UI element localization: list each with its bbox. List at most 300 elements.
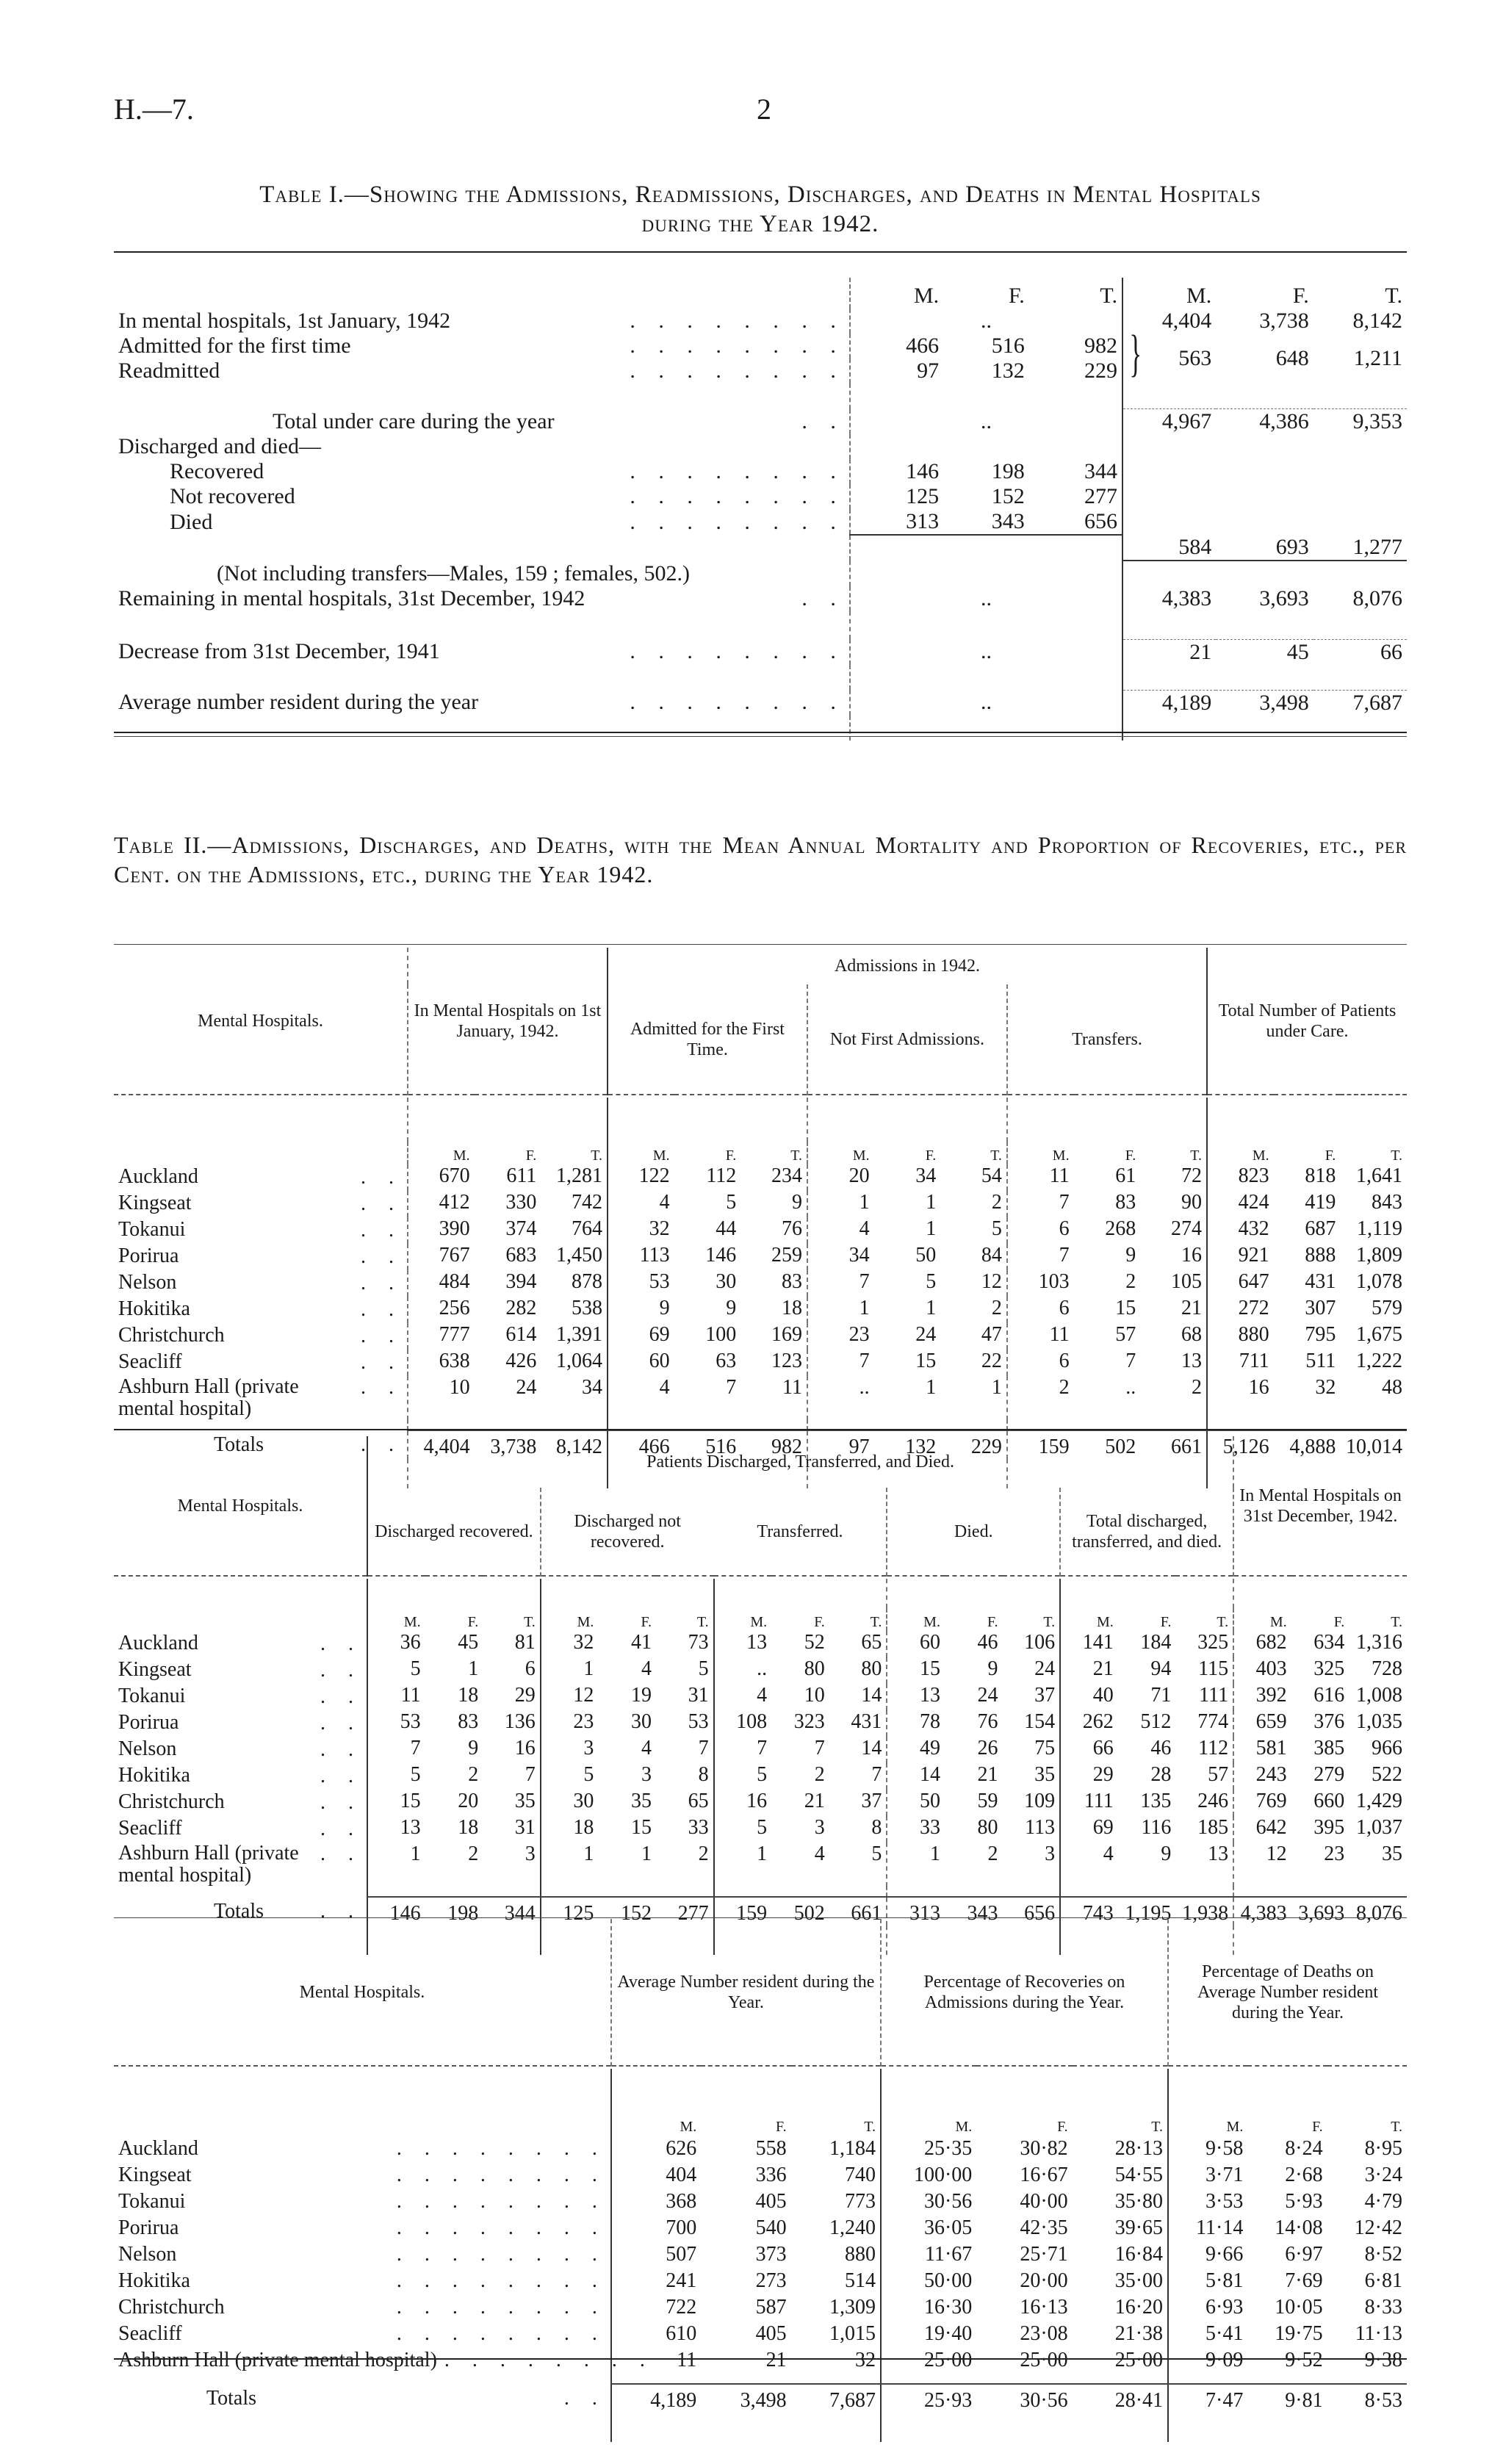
cell: 26 xyxy=(977,1737,998,1759)
cell: 579 xyxy=(1372,1297,1402,1319)
row-label-wrap xyxy=(118,1765,362,1788)
rule-cell xyxy=(1233,1887,1291,1897)
cell: 159 xyxy=(714,1897,772,1926)
cell: 2 xyxy=(468,1763,479,1786)
rule-cell xyxy=(425,1887,483,1897)
cell: 626 xyxy=(611,2136,701,2162)
cell: 23 xyxy=(1324,1842,1345,1865)
cell: 73 xyxy=(688,1631,709,1654)
table2-title: Table II.—Admissions, Discharges, and Deaths, with the Mean Annual Mortality and Proportion of Recoveries, etc., per Cent. on the Admissions, etc., during the Year 1942. xyxy=(114,832,1407,887)
rule-cell xyxy=(771,1887,829,1897)
cell: 23 xyxy=(541,1710,599,1737)
col-m: M. xyxy=(408,1142,475,1164)
cell: 711 xyxy=(1207,1350,1274,1376)
hospital-name-cell xyxy=(114,2215,611,2241)
cell: 431 xyxy=(851,1710,882,1733)
col-f: F. xyxy=(1325,1148,1336,1164)
cell: 431 xyxy=(1305,1270,1336,1293)
cell: 3,693 xyxy=(1298,1902,1345,1925)
cell: .. xyxy=(980,408,992,433)
leader-dots: . . xyxy=(320,1818,363,1840)
hospital-header: Mental Hospitals. xyxy=(177,1496,303,1516)
rule-cell xyxy=(881,2374,976,2384)
col-m: M. xyxy=(1060,1608,1118,1631)
cell: 9 xyxy=(608,1297,674,1323)
discharged-group-header: Patients Discharged, Transferred, and Died. xyxy=(367,1436,1233,1488)
cell: 514 xyxy=(844,2269,876,2292)
cell: 13 xyxy=(1181,1350,1202,1372)
part1-top-rule xyxy=(114,944,1407,945)
cell: 15 xyxy=(887,1657,945,1684)
cell: 30·82 xyxy=(1020,2137,1068,2160)
cell: 5,126 xyxy=(1207,1430,1274,1459)
spacer xyxy=(807,1098,874,1142)
cell: 262 xyxy=(1060,1710,1118,1737)
leader-dots: . . . . . . . . xyxy=(396,2269,606,2292)
cell: 1,450 xyxy=(555,1244,602,1267)
row-label-wrap xyxy=(118,2137,606,2161)
cell: 6 xyxy=(1007,1217,1074,1244)
cell: 116 xyxy=(1141,1816,1172,1839)
cell: 1,309 xyxy=(829,2296,876,2319)
hospital-name: Tokanui xyxy=(118,2190,186,2213)
cell: 1,184 xyxy=(829,2137,876,2160)
cell: 11·67 xyxy=(881,2241,976,2268)
table-row xyxy=(114,1217,1407,1244)
row-label-wrap xyxy=(118,1791,362,1815)
cell: 8,076 xyxy=(1352,586,1402,610)
cell: 6·81 xyxy=(1364,2269,1402,2292)
col-m: M. xyxy=(881,2113,976,2136)
cell: 8 xyxy=(871,1816,882,1839)
rule-cell xyxy=(656,1887,714,1897)
col-t: T. xyxy=(1391,1148,1402,1164)
table-row xyxy=(114,2294,1407,2321)
cell: 11 xyxy=(1007,1323,1074,1350)
spacer xyxy=(701,2069,790,2113)
cell: 49 xyxy=(887,1737,945,1763)
cell: 648 xyxy=(1275,346,1309,370)
leader-dots: . . xyxy=(801,586,845,610)
spacer xyxy=(881,2413,976,2442)
rule-cell xyxy=(976,2374,1072,2384)
cell: 25·00 xyxy=(1114,2349,1164,2371)
cell: 146 xyxy=(850,459,943,484)
cell: 823 xyxy=(1207,1164,1274,1191)
part3-top-rule xyxy=(114,1917,1407,1918)
cell: 11·14 xyxy=(1168,2215,1247,2241)
cell: 8·95 xyxy=(1364,2137,1402,2160)
cell: 103 xyxy=(1007,1270,1074,1297)
row-label-wrap xyxy=(118,1245,403,1269)
page-code: H.—7. xyxy=(114,93,194,126)
cell: 325 xyxy=(1197,1631,1229,1654)
cell: 1,037 xyxy=(1356,1816,1402,1839)
row-label-wrap xyxy=(118,1632,362,1656)
spacer xyxy=(1140,1098,1207,1142)
cell: 343 xyxy=(967,1902,998,1925)
blank xyxy=(114,2113,611,2136)
leader-dots: . . xyxy=(801,408,845,433)
table-row xyxy=(114,1737,1407,1763)
cell: 540 xyxy=(755,2216,787,2239)
cell: 5 xyxy=(926,1270,937,1293)
total-header: Total Number of Patients under Care. xyxy=(1207,948,1407,1095)
col-f: F. xyxy=(1292,284,1309,308)
cell: 90 xyxy=(1181,1191,1202,1214)
hospital-name: Totals xyxy=(214,1433,264,1456)
blank xyxy=(114,1887,367,1897)
cell: 4 xyxy=(641,1737,652,1759)
cell: 15 xyxy=(367,1790,425,1816)
row-label: In mental hospitals, 1st January, 1942 xyxy=(118,309,451,333)
cell: 1 xyxy=(887,1842,945,1887)
cell: 37 xyxy=(861,1790,882,1812)
cell: 18 xyxy=(781,1297,802,1319)
spacer xyxy=(475,1098,541,1142)
part3-bottom-rule xyxy=(114,2358,1407,2360)
cell: 368 xyxy=(611,2189,701,2215)
hospital-name-cell xyxy=(114,2268,611,2294)
hospital-name: Auckland xyxy=(118,1632,198,1654)
cell: 4 xyxy=(641,1657,652,1680)
table-row xyxy=(114,1657,1407,1684)
cell: 76 xyxy=(977,1710,998,1733)
cell: .. xyxy=(807,1376,874,1420)
col-f: F. xyxy=(1312,2119,1323,2135)
cell: 84 xyxy=(981,1244,1002,1267)
cell: 1 xyxy=(468,1657,479,1680)
cell: 1,119 xyxy=(1357,1217,1402,1240)
cell: 670 xyxy=(408,1164,475,1191)
hospital-name: Christchurch xyxy=(118,2296,225,2319)
cell: 30 xyxy=(630,1710,652,1733)
cell: 29 xyxy=(1060,1763,1118,1790)
cell: 1 xyxy=(926,1191,937,1214)
table1-title-line2: during the Year 1942. xyxy=(641,211,879,237)
col-f: F. xyxy=(776,2119,787,2135)
cell: 6·93 xyxy=(1168,2294,1247,2321)
cell: 40 xyxy=(1060,1684,1118,1710)
cell: .. xyxy=(980,309,992,333)
col-t: T. xyxy=(790,1148,802,1164)
row-label-wrap xyxy=(118,1842,362,1887)
cell: 878 xyxy=(571,1270,602,1293)
cell: 2 xyxy=(1125,1270,1136,1293)
row-label-wrap xyxy=(118,1351,403,1375)
table1 xyxy=(114,278,1407,741)
cell: 4 xyxy=(608,1376,674,1420)
cell: 656 xyxy=(1084,509,1117,533)
hospital-name: Nelson xyxy=(118,1737,177,1760)
spacer xyxy=(114,2069,611,2113)
cell: .. xyxy=(980,586,992,610)
cell: 13 xyxy=(367,1816,425,1842)
col-t: T. xyxy=(696,1614,709,1630)
leader-dots: . . . . . . . . xyxy=(396,2216,606,2239)
cell: 656 xyxy=(1024,1902,1056,1925)
cell: 16 xyxy=(514,1737,536,1759)
spacer xyxy=(598,1579,656,1608)
cell: 25·93 xyxy=(881,2384,976,2413)
col-m: M. xyxy=(807,1142,874,1164)
row-label-wrap xyxy=(118,2243,606,2266)
cell: 8,076 xyxy=(1356,1902,1402,1925)
table-row xyxy=(114,484,1407,509)
cell: 818 xyxy=(1305,1164,1336,1187)
cell: 31 xyxy=(688,1684,709,1707)
leader-dots: . . . . . . . . xyxy=(396,2190,606,2213)
cell: 1,277 xyxy=(1313,535,1407,561)
cell: 25·00 xyxy=(881,2347,976,2374)
cell: 432 xyxy=(1207,1217,1274,1244)
leader-dots: . . xyxy=(320,1842,363,1865)
cell: 6 xyxy=(1007,1297,1074,1323)
cell: 344 xyxy=(504,1902,536,1925)
cell: 83 xyxy=(458,1710,479,1733)
cell: 50 xyxy=(887,1790,945,1816)
cell: 12 xyxy=(541,1684,599,1710)
cell: 78 xyxy=(887,1710,945,1737)
cell: 25·71 xyxy=(1020,2243,1068,2266)
table-row xyxy=(114,1350,1407,1376)
row-label-wrap xyxy=(118,1659,362,1682)
cell: 5 xyxy=(871,1842,882,1865)
blank xyxy=(114,1608,367,1631)
cell: 45 xyxy=(1286,639,1309,664)
cell: 25·35 xyxy=(881,2136,976,2162)
cell: 122 xyxy=(608,1164,674,1191)
leader-dots: . . . . . . . . xyxy=(396,2137,606,2160)
hospital-name: Hokitika xyxy=(118,2269,190,2292)
cell: 403 xyxy=(1233,1657,1291,1684)
leader-dots: . . . . . . . . xyxy=(396,2296,606,2319)
cell: 16 xyxy=(1207,1376,1274,1420)
spacer xyxy=(940,1098,1007,1142)
hospital-name-cell xyxy=(114,1631,367,1657)
cell: 880 xyxy=(844,2243,876,2266)
cell: 123 xyxy=(771,1350,802,1372)
cell: 4,189 xyxy=(611,2384,701,2413)
cell: 558 xyxy=(755,2137,787,2160)
col-f: F. xyxy=(1125,1148,1136,1164)
cell: 61 xyxy=(1115,1164,1136,1187)
cell: 37 xyxy=(1034,1684,1056,1707)
leader-dots: . . . . . . . . xyxy=(630,459,845,483)
cell: 282 xyxy=(505,1297,537,1319)
cell: 71 xyxy=(1150,1684,1172,1707)
table-row xyxy=(114,2136,1407,2162)
cell: 59 xyxy=(977,1790,998,1812)
cell: 21 xyxy=(1060,1657,1118,1684)
cell: 20 xyxy=(458,1790,479,1812)
cell: 23 xyxy=(807,1323,874,1350)
col-t: T. xyxy=(990,1148,1002,1164)
cell: 742 xyxy=(571,1191,602,1214)
spacer xyxy=(674,1098,741,1142)
hospital-name-cell xyxy=(114,1816,367,1842)
cell: 4·79 xyxy=(1364,2190,1402,2213)
cell: 46 xyxy=(977,1631,998,1654)
transfers-header: Transfers. xyxy=(1007,984,1207,1095)
cell: 5·81 xyxy=(1168,2268,1247,2294)
col-m: M. xyxy=(541,1608,599,1631)
hospital-name-cell xyxy=(114,1191,408,1217)
cell: 9 xyxy=(468,1737,479,1759)
cell: 80 xyxy=(861,1657,882,1680)
rule-cell xyxy=(1073,2374,1168,2384)
cell: 4,404 xyxy=(408,1430,475,1459)
cell: 1,015 xyxy=(829,2322,876,2345)
cell: 7 xyxy=(698,1737,709,1759)
cell: 112 xyxy=(706,1164,737,1187)
cell: 36·05 xyxy=(881,2215,976,2241)
hospital-name-cell xyxy=(114,2384,611,2413)
cell: .. xyxy=(1125,1376,1136,1399)
cell: 1 xyxy=(367,1842,425,1887)
cell: 35 xyxy=(514,1790,536,1812)
leader-dots: . . xyxy=(361,1166,403,1189)
row-label: Died xyxy=(170,509,213,534)
hospital-name: Totals xyxy=(206,2386,257,2410)
cell: 1 xyxy=(991,1376,1002,1399)
hospital-header: Mental Hospitals. xyxy=(299,1982,425,2002)
leader-dots: . . . . . . . . xyxy=(630,690,845,715)
cell: 30·56 xyxy=(881,2189,976,2215)
hospital-name: Tokanui xyxy=(118,1218,186,1241)
cell: 8 xyxy=(698,1763,709,1786)
cell: 390 xyxy=(408,1217,475,1244)
leader-dots: . . xyxy=(320,1791,363,1814)
cell: 1,641 xyxy=(1356,1164,1402,1187)
spacer xyxy=(114,1579,367,1608)
cell: 66 xyxy=(1060,1737,1118,1763)
cell: 10 xyxy=(408,1376,475,1420)
leader-dots: . . xyxy=(320,1712,363,1734)
cell: 385 xyxy=(1313,1737,1345,1759)
cell: 20 xyxy=(807,1164,874,1191)
hospital-name-cell xyxy=(114,2241,611,2268)
hospital-name: Porirua xyxy=(118,1711,179,1734)
cell: 8·52 xyxy=(1364,2243,1402,2266)
row-label-wrap xyxy=(118,1325,403,1348)
leader-dots: . . . . . . . . xyxy=(630,309,845,333)
row-label-wrap xyxy=(118,2164,606,2187)
row-label: Average number resident during the year xyxy=(118,690,479,715)
spacer xyxy=(976,2413,1072,2442)
hospital-name-cell xyxy=(114,1376,408,1420)
cell: 767 xyxy=(408,1244,475,1270)
cell: 277 xyxy=(1084,484,1117,508)
spacer xyxy=(1291,1579,1349,1608)
cell: 47 xyxy=(981,1323,1002,1346)
cell: 279 xyxy=(1313,1763,1345,1786)
cell: 777 xyxy=(408,1323,475,1350)
hospital-name: Ashburn Hall (private mental hospital) xyxy=(118,2349,437,2371)
cell: 8·53 xyxy=(1364,2389,1402,2412)
cell: 19·75 xyxy=(1275,2322,1323,2345)
leader-dots: . . . . . . . . xyxy=(630,359,845,383)
col-m: M. xyxy=(608,1142,674,1164)
leader-dots: . . . . . . . . xyxy=(396,2164,606,2186)
cell: 34 xyxy=(807,1244,874,1270)
cell: 14 xyxy=(861,1684,882,1707)
leader-dots: . . xyxy=(361,1325,403,1347)
col-m: M. xyxy=(367,1608,425,1631)
rule-cell xyxy=(1168,2374,1247,2384)
cell: 1,078 xyxy=(1356,1270,1402,1293)
cell: 9 xyxy=(791,1191,802,1214)
cell: 3 xyxy=(541,1737,599,1763)
cell: 53 xyxy=(688,1710,709,1733)
cell: 68 xyxy=(1181,1323,1202,1346)
hospital-name: Ashburn Hall (private mental hospital) xyxy=(118,1375,299,1420)
note: (Not including transfers—Males, 159 ; females, 502.) xyxy=(217,561,691,586)
cell: 1,195 xyxy=(1125,1902,1172,1925)
leader-dots: . . xyxy=(361,1192,403,1215)
cell: 33 xyxy=(688,1816,709,1839)
cell: 268 xyxy=(1105,1217,1136,1240)
cell: 502 xyxy=(793,1902,825,1925)
leader-dots: . . xyxy=(361,1219,403,1242)
cell: 966 xyxy=(1372,1737,1402,1759)
hospital-name: Nelson xyxy=(118,2243,177,2266)
totals-rule-row xyxy=(114,2374,1407,2384)
cell: 16·30 xyxy=(881,2294,976,2321)
col-t: T. xyxy=(1043,1614,1056,1630)
cell: 16·20 xyxy=(1114,2296,1164,2319)
cell: 5 xyxy=(714,1763,772,1790)
cell: 1 xyxy=(926,1217,937,1240)
cell: 512 xyxy=(1140,1710,1172,1733)
cell: 394 xyxy=(505,1270,537,1293)
col-m: M. xyxy=(1122,278,1216,309)
cell: 773 xyxy=(844,2190,876,2213)
cell: 1,240 xyxy=(829,2216,876,2239)
table-row xyxy=(114,409,1407,435)
recovered-header: Discharged recovered. xyxy=(367,1488,541,1576)
cell: 154 xyxy=(1024,1710,1056,1733)
rule-cell xyxy=(1247,2374,1327,2384)
cell: 32 xyxy=(1315,1376,1336,1399)
col-m: M. xyxy=(1007,1142,1074,1164)
cell: 18 xyxy=(458,1816,479,1839)
table-row xyxy=(114,2347,1407,2374)
cell: 7 xyxy=(1007,1244,1074,1270)
row-label: Admitted for the first time xyxy=(118,334,351,358)
cell: 16 xyxy=(1181,1244,1202,1267)
cell: 113 xyxy=(1025,1816,1056,1839)
cell: 24 xyxy=(977,1684,998,1707)
spacer xyxy=(1168,2413,1247,2442)
hospital-name-cell xyxy=(114,2162,611,2189)
hospital-name: Hokitika xyxy=(118,1764,190,1787)
cell: 700 xyxy=(611,2215,701,2241)
cell: 12 xyxy=(981,1270,1002,1293)
cell: 3,498 xyxy=(740,2389,787,2412)
cell: 8,142 xyxy=(555,1435,602,1458)
cell: 9·38 xyxy=(1364,2349,1402,2371)
rule-cell xyxy=(1175,1887,1233,1897)
hospital-name: Auckland xyxy=(118,2137,198,2160)
rule-cell xyxy=(541,1887,599,1897)
totals-row xyxy=(114,2384,1407,2413)
cell: 16·84 xyxy=(1114,2243,1164,2266)
row-label: Readmitted xyxy=(118,359,220,383)
cell: 44 xyxy=(716,1217,737,1240)
row-label-wrap xyxy=(118,2216,606,2240)
cell: 634 xyxy=(1313,1631,1345,1654)
